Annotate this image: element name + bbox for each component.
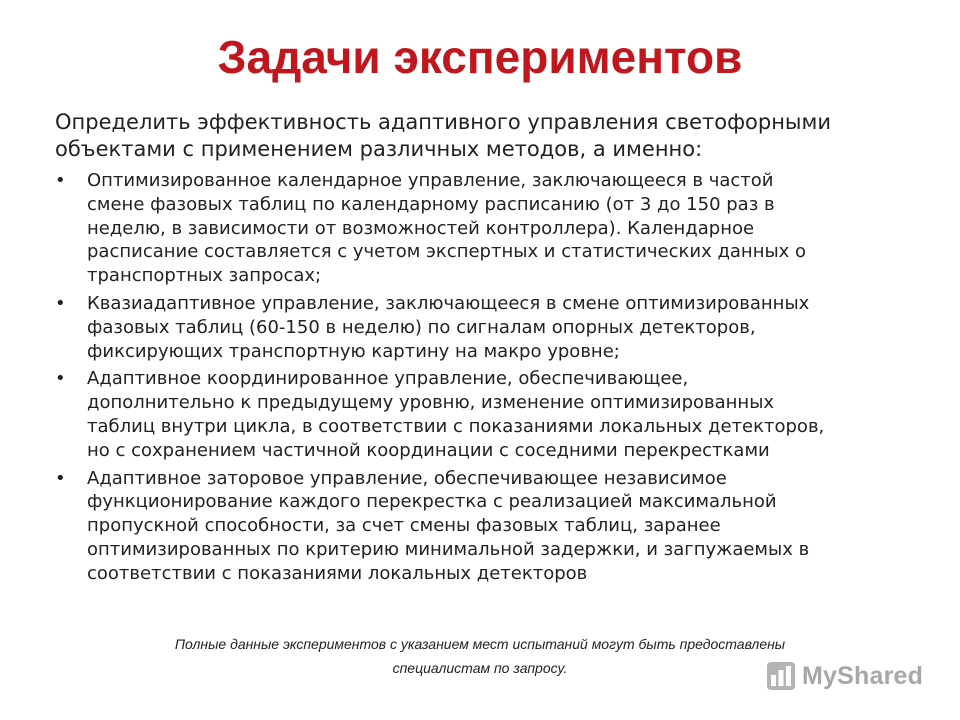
bullet-line: Адаптивное заторовое управление, обеспечивающее независимое — [87, 467, 727, 489]
bullet-list — [55, 169, 925, 590]
bullet-line: Адаптивное координированное управление, обеспечивающее, — [87, 368, 689, 390]
bullet-line: соответствии с показаниями локальных детекторов — [87, 562, 588, 584]
bullet-icon: • — [55, 368, 66, 390]
slide-title: Задачи экспериментов — [217, 31, 743, 83]
myshared-logo-icon — [766, 661, 796, 691]
footnote-line: Полные данные экспериментов с указанием мест испытаний могут быть предоставлены — [174, 636, 786, 652]
bullet-icon: • — [55, 170, 66, 191]
bullet-icon: • — [55, 292, 66, 314]
bullet-line: расписание составляется с учетом экспертных и статистических данных о — [87, 241, 807, 263]
bullet-line: смене фазовых таблиц по календарному расписанию (от 3 до 150 раз в — [87, 193, 775, 215]
bullet-line: оптимизированных по критерию минимальной задержки, и загпужаемых в — [87, 538, 810, 560]
bullet-line: Квазиадаптивное управление, заключающееся в смене оптимизированных — [87, 292, 810, 314]
footnote-line: специалистам по запросу. — [392, 660, 568, 676]
bullet-icon: • — [55, 467, 66, 489]
bullet-line: фазовых таблиц (60-150 в неделю) по сигналам опорных детекторов, — [87, 316, 756, 338]
intro-text — [55, 109, 925, 163]
intro-line: Определить эффективность адаптивного управления светофорными — [55, 110, 832, 134]
bullet-line: пропускной способности, за счет смены фазовых таблиц, заранее — [87, 515, 721, 537]
intro-line: объектами с применением различных методов, а именно: — [55, 137, 703, 161]
watermark-logo[interactable] — [766, 656, 923, 696]
bullet-item — [55, 367, 925, 462]
footnote — [90, 632, 870, 680]
bullet-line: дополнительно к предыдущему уровню, изменение оптимизированных — [87, 392, 775, 414]
bullet-item — [55, 169, 925, 288]
bullet-line: транспортных запросах; — [87, 265, 322, 287]
watermark-text: MyShared — [802, 661, 924, 690]
bullet-line: неделю, в зависимости от возможностей контроллера). Календарное — [87, 217, 755, 239]
bullet-line: Оптимизированное календарное управление, заключающееся в частой — [87, 170, 774, 191]
bullet-line: но с сохранением частичной координации с соседними перекрестками — [87, 439, 770, 461]
bullet-item — [55, 292, 925, 363]
bullet-line: функционирование каждого перекрестка с реализацией максимальной — [87, 491, 777, 513]
bullet-item — [55, 467, 925, 586]
bullet-line: фиксирующих транспортную картину на макро уровне; — [87, 340, 620, 362]
bullet-line: таблиц внутри цикла, в соответствии с показаниями локальных детекторов, — [87, 415, 825, 437]
